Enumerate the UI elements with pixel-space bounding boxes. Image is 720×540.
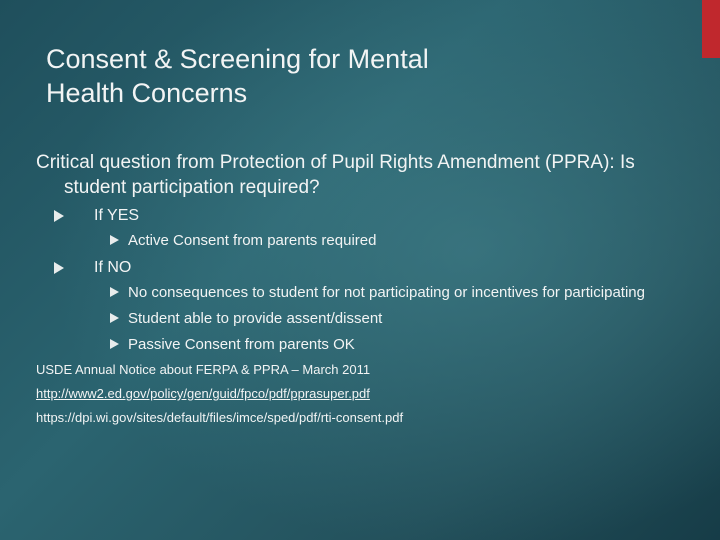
subbullet-text: Active Consent from parents required — [128, 232, 377, 249]
slide-title — [46, 42, 666, 110]
accent-bar — [702, 0, 720, 58]
bullet-arrow-icon — [110, 287, 119, 297]
subbullet-text: No consequences to student for not participating or incentives for participating — [128, 284, 645, 301]
bullet-arrow-icon — [54, 262, 64, 274]
bullet-if-no — [36, 258, 696, 278]
subbullet-text: Passive Consent from parents OK — [128, 336, 355, 353]
subbullet-text: Student able to provide assent/dissent — [128, 310, 383, 327]
reference-link-row — [36, 386, 696, 402]
subbullet-active-consent — [36, 232, 696, 250]
subbullet-passive-consent — [36, 336, 696, 354]
title-line-1: Consent & Screening for Mental — [46, 44, 429, 74]
subbullet-no-consequences — [36, 284, 696, 302]
bullet-arrow-icon — [110, 235, 119, 245]
bullet-arrow-icon — [110, 313, 119, 323]
reference-pprasuper-link[interactable]: http://www2.ed.gov/policy/gen/guid/fpco/pdf/pprasuper.pdf — [36, 386, 370, 401]
slide-body — [36, 150, 696, 434]
subbullet-assent-dissent — [36, 310, 696, 328]
reference-dpi-url: https://dpi.wi.gov/sites/default/files/imce/sped/pdf/rti-consent.pdf — [36, 410, 404, 425]
bullet-label: If YES — [94, 207, 140, 224]
bullet-if-yes — [36, 206, 696, 226]
title-line-2: Health Concerns — [46, 78, 248, 108]
bullet-arrow-icon — [54, 210, 64, 222]
lead-question: Critical question from Protection of Pupil Rights Amendment (PPRA): Is student participation required? — [36, 152, 635, 198]
bullet-arrow-icon — [110, 339, 119, 349]
reference-usde-notice: USDE Annual Notice about FERPA & PPRA – March 2011 — [36, 362, 371, 377]
bullet-label: If NO — [94, 259, 132, 276]
